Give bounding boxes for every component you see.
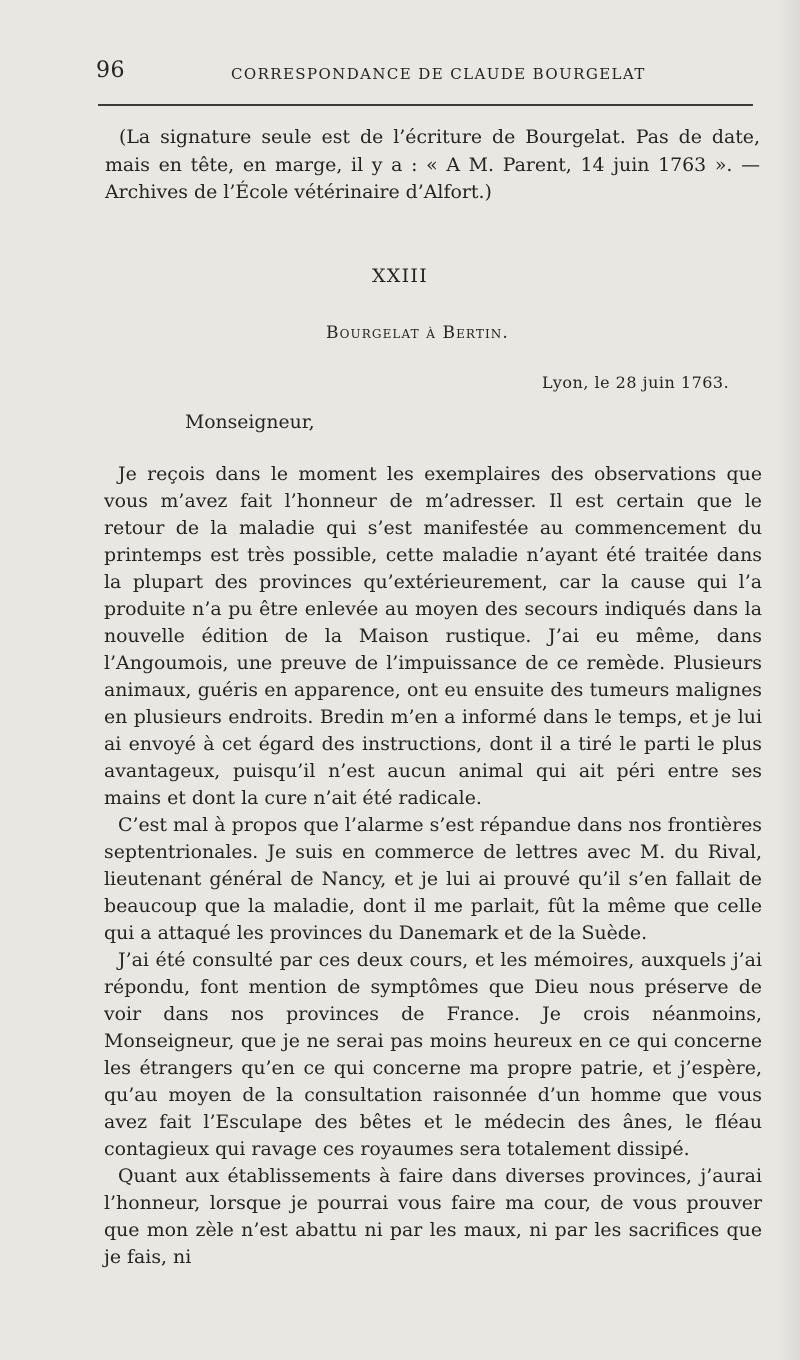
page-header: [96, 58, 756, 98]
letter-heading: Bourgelat à Bertin.: [326, 323, 509, 343]
header-rule: [98, 104, 753, 106]
letter-dateline: Lyon, le 28 juin 1763.: [542, 373, 730, 392]
letter-paragraph: Je reçois dans le moment les exemplaires des observations que vous m’avez fait l’honneur de m’adresser. Il est certain que le retour de la maladie qui s’est manifestée au commencement du printemps est très possible, cette maladie n’ayant été traitée dans la plupart des provinces qu’extérieurement, car la cause qui l’a produite n’a pu être enlevée au moyen des secours indiqués dans la nouvelle édition de la Maison rustique. J’ai eu même, dans l’Angoumois, une preuve de l’impuissance de ce remède. Plusieurs animaux, guéris en apparence, ont eu ensuite des tumeurs malignes en plusieurs endroits. Bredin m’en a informé dans le temps, et je lui ai envoyé à cet égard des instructions, dont il a tiré le parti le plus avantageux, puisqu’il n’est aucun animal qui ait péri entre ses mains et dont la cure n’ait été radicale.: [104, 463, 762, 809]
page-edge-shadow: [776, 0, 800, 1360]
letter-paragraph: J’ai été consulté par ces deux cours, et les mémoires, auxquels j’ai répondu, font mention de symptômes que Dieu nous préserve de voir dans nos provinces de France. Je crois néanmoins, Monseigneur, que je ne serai pas moins heureux en ce qui concerne les étrangers qu’en ce qui concerne ma propre patrie, et j’espère, qu’au moyen de la consultation raisonnée d’un homme que vous avez fait l’Esculape des bêtes et le médecin des ânes, le fléau contagieux qui ravage ces royaumes sera totalement dissipé.: [104, 949, 762, 1160]
letter-paragraph: Quant aux établissements à faire dans diverses provinces, j’aurai l’honneur, lorsque je pourrai vous faire ma cour, de vous prouver que mon zèle n’est abattu ni par les maux, ni par les sacrifices que je fais, ni: [104, 1165, 762, 1268]
page-number: 96: [96, 58, 125, 83]
letter-paragraph: C’est mal à propos que l’alarme s’est répandue dans nos frontières septentrionales. Je suis en commerce de lettres avec M. du Rival, lieutenant général de Nancy, et je lui ai prouvé qu’il s’en fallait de beaucoup que la maladie, dont il me parlait, fût la même que celle qui a attaqué les provinces du Danemark et de la Suède.: [104, 814, 762, 944]
letter-greeting: Monseigneur,: [185, 412, 315, 433]
archival-note-text: (La signature seule est de l’écriture de Bourgelat. Pas de date, mais en tête, en marge, il y a : « A M. Parent, 14 juin 1763 ». — Archives de l’École vétérinaire d’Alfort.): [105, 126, 760, 203]
running-title: CORRESPONDANCE DE CLAUDE BOURGELAT: [231, 65, 646, 83]
letter-body: [104, 461, 762, 1271]
archival-note: [105, 124, 760, 207]
letter-number: XXIII: [371, 265, 429, 287]
